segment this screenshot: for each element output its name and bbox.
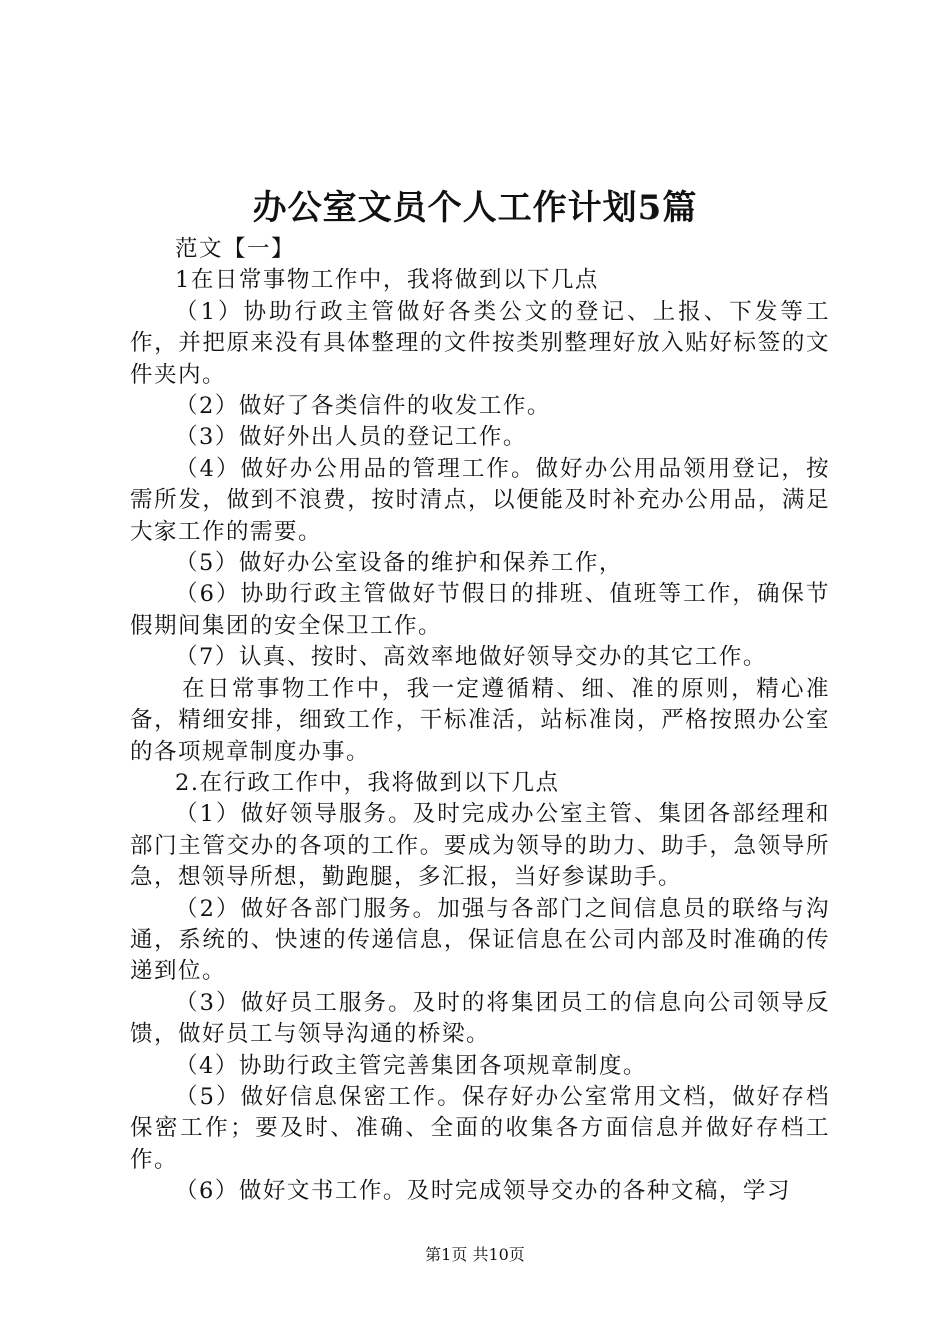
document-title: 办公室文员个人工作计划5篇	[252, 188, 698, 228]
paragraph-item: （4）协助行政主管完善集团各项规章制度。	[175, 1052, 647, 1079]
paragraph-item: （6）做好文书工作。及时完成领导交办的各种文稿，学习	[175, 1178, 791, 1205]
paragraph-item: （5）做好信息保密工作。保存好办公室常用文档，做好存档保密工作；要及时、准确、全面的收集各方面信息并做好存档工作。	[130, 1083, 830, 1173]
paragraph-item: （5）做好办公室设备的维护和保养工作，	[175, 550, 623, 577]
paragraph-section-2-heading: 2.在行政工作中，我将做到以下几点	[175, 769, 560, 796]
paragraph-item: （1）做好领导服务。及时完成办公室主管、集团各部经理和部门主管交办的各项的工作。要成为领导的助力、助手，急领导所急，想领导所想，勤跑腿，多汇报，当好参谋助手。	[130, 801, 830, 891]
paragraph-section-1-heading: 1在日常事物工作中，我将做到以下几点	[175, 267, 599, 294]
paragraph-item: （2）做好了各类信件的收发工作。	[175, 393, 551, 420]
paragraph-item: （1）协助行政主管做好各类公文的登记、上报、下发等工作，并把原来没有具体整理的文件按类别整理好放入贴好标签的文件夹内。	[130, 298, 830, 388]
paragraph-item: （6）协助行政主管做好节假日的排班、值班等工作，确保节假期间集团的安全保卫工作。	[130, 581, 830, 639]
paragraph-item: （4）做好办公用品的管理工作。做好办公用品领用登记，按需所发，做到不浪费，按时清点，以便能及时补充办公用品，满足大家工作的需要。	[130, 455, 830, 545]
paragraph-summary: 在日常事物工作中，我一定遵循精、细、准的原则，精心准备，精细安排，细致工作，干标准活，站标准岗，严格按照办公室的各项规章制度办事。	[130, 675, 830, 765]
paragraph-item: （3）做好外出人员的登记工作。	[175, 424, 527, 451]
document-body	[130, 234, 830, 1208]
paragraph-item: （7）认真、按时、高效率地做好领导交办的其它工作。	[175, 644, 767, 671]
paragraph-item: （2）做好各部门服务。加强与各部门之间信息员的联络与沟通，系统的、快速的传递信息，保证信息在公司内部及时准确的传递到位。	[130, 895, 830, 985]
paragraph-item: （3）做好员工服务。及时的将集团员工的信息向公司领导反馈，做好员工与领导沟通的桥梁。	[130, 989, 830, 1048]
paragraph-heading-sample-1: 范文【一】	[175, 236, 296, 262]
page-number: 第1页 共10页	[425, 1245, 525, 1264]
